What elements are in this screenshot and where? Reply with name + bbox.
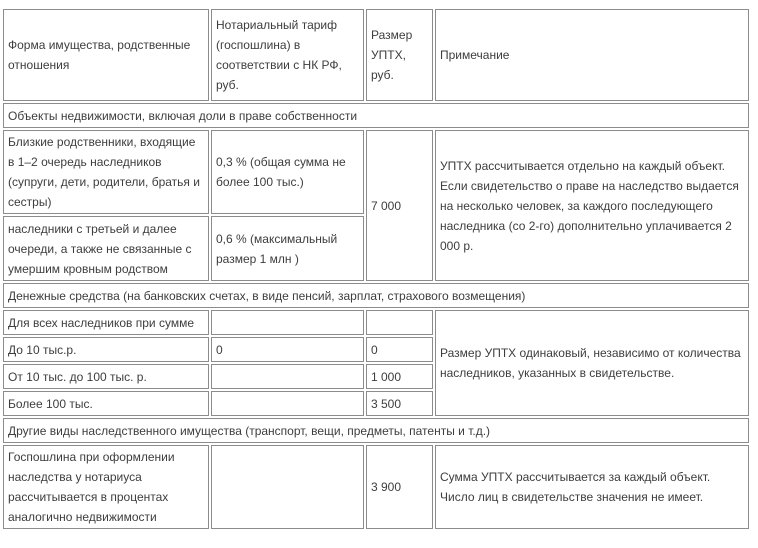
money-form-10k-100k: От 10 тыс. до 100 тыс. р. (3, 364, 209, 389)
money-form-up-to-10k: До 10 тыс.р. (3, 337, 209, 362)
section-row-money (3, 283, 749, 308)
header-note: Примечание (435, 9, 749, 101)
money-tariff-over-100k (211, 391, 364, 416)
header-uptx: Размер УПТХ, руб. (366, 9, 433, 101)
realty-form-close-relatives: Близкие родственники, входящие в 1–2 очередь наследников (супруги, дети, родители, братья и сестры) (3, 130, 209, 214)
other-tariff (211, 445, 364, 529)
table-row (3, 130, 749, 214)
section-row-other (3, 418, 749, 443)
other-note: Сумма УПТХ рассчитывается за каждый объект. Число лиц в свидетельстве значения не имеет. (435, 445, 749, 529)
money-uptx-10k-100k: 1 000 (366, 364, 433, 389)
realty-tariff-other-heirs: 0,6 % (максимальный размер 1 млн ) (211, 216, 364, 281)
money-uptx-over-100k: 3 500 (366, 391, 433, 416)
header-row (3, 9, 749, 101)
realty-note: УПТХ рассчитывается отдельно на каждый объект. Если свидетельство о праве на наследство выдается на несколько человек, за каждого последующего наследника (со 2-го) дополнительно уплачивается 2 000 р. (435, 130, 749, 281)
money-tariff-10k-100k (211, 364, 364, 389)
other-uptx: 3 900 (366, 445, 433, 529)
money-tariff-all-heirs (211, 310, 364, 335)
money-uptx-up-to-10k: 0 (366, 337, 433, 362)
section-realty: Объекты недвижимости, включая доли в праве собственности (3, 103, 749, 128)
money-form-over-100k: Более 100 тыс. (3, 391, 209, 416)
realty-tariff-close-relatives: 0,3 % (общая сумма не более 100 тыс.) (211, 130, 364, 214)
money-uptx-all-heirs (366, 310, 433, 335)
section-money: Денежные средства (на банковских счетах, в виде пенсий, зарплат, страхового возмещения) (3, 283, 749, 308)
table-row (3, 310, 749, 335)
tariff-table (1, 7, 751, 531)
other-form: Госпошлина при оформлении наследства у нотариуса рассчитывается в процентах аналогично недвижимости (3, 445, 209, 529)
money-form-all-heirs: Для всех наследников при сумме (3, 310, 209, 335)
header-form: Форма имущества, родственные отношения (3, 9, 209, 101)
money-note: Размер УПТХ одинаковый, независимо от количества наследников, указанных в свидетельстве. (435, 310, 749, 416)
money-tariff-up-to-10k: 0 (211, 337, 364, 362)
table-row (3, 445, 749, 529)
section-row-realty (3, 103, 749, 128)
realty-form-other-heirs: наследники с третьей и далее очереди, а также не связанные с умершим кровным родством (3, 216, 209, 281)
section-other: Другие виды наследственного имущества (транспорт, вещи, предметы, патенты и т.д.) (3, 418, 749, 443)
realty-uptx: 7 000 (366, 130, 433, 281)
header-tariff: Нотариальный тариф (госпошлина) в соответствии с НК РФ, руб. (211, 9, 364, 101)
